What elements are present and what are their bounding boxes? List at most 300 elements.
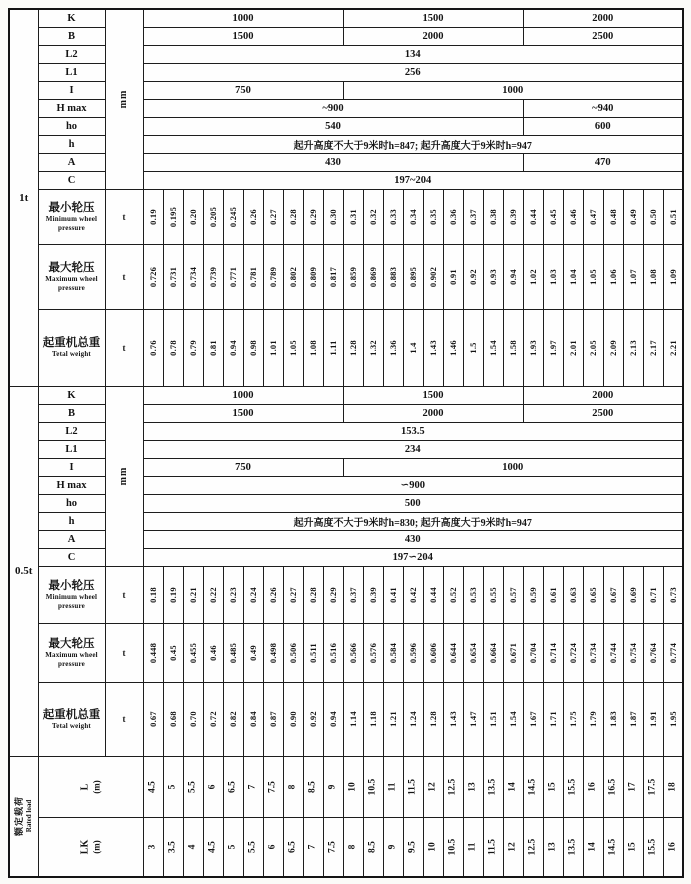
value-label: 0.195 <box>167 206 178 227</box>
value-cell <box>403 682 423 756</box>
footer-row <box>9 817 683 877</box>
value-cell <box>523 189 543 244</box>
value-cell <box>163 244 183 309</box>
value-cell <box>563 623 583 682</box>
footer-value-cell <box>143 817 163 877</box>
value-label: 0.94 <box>327 711 338 727</box>
footer-value-cell <box>183 817 203 877</box>
value-label: 0.726 <box>147 266 158 287</box>
value-label: 0.59 <box>527 586 538 603</box>
data-row-label-cn: 最大轮压 <box>48 637 95 650</box>
value-label: 1.02 <box>527 268 538 285</box>
value-cell <box>463 244 483 309</box>
dim-label: H max <box>38 99 105 117</box>
footer-value-label: 16 <box>667 842 677 852</box>
footer-value-cell <box>283 756 303 817</box>
footer-value-cell <box>563 756 583 817</box>
dim-value-cell: 540 <box>143 117 523 135</box>
value-cell <box>543 623 563 682</box>
value-cell <box>623 566 643 623</box>
value-label: 1.05 <box>587 268 598 285</box>
unit-mm-label: mm <box>118 89 129 109</box>
value-cell <box>283 566 303 623</box>
value-cell <box>243 623 263 682</box>
value-cell <box>363 682 383 756</box>
value-label: 0.27 <box>287 586 298 603</box>
value-label: 0.52 <box>447 586 458 603</box>
value-label: 0.51 <box>667 208 678 225</box>
footer-value-label: 5.5 <box>187 780 198 793</box>
footer-value-label: 16 <box>587 781 598 792</box>
value-label: 0.32 <box>367 208 378 225</box>
value-cell <box>163 566 183 623</box>
dim-value-cell: 起升高度不大于9米时h=847; 起升高度大于9米时h=947 <box>143 135 683 153</box>
value-cell <box>623 309 643 386</box>
value-label: 0.506 <box>287 642 298 663</box>
footer-row-label-text: L (m) <box>79 779 101 794</box>
value-cell <box>503 682 523 756</box>
dim-value-cell: ~940 <box>523 99 683 117</box>
footer-value-cell <box>663 756 683 817</box>
footer-value-label: 15 <box>547 781 558 792</box>
value-cell <box>303 309 323 386</box>
dim-value-cell: 起升高度不大于9米时h=830; 起升高度大于9米时h=947 <box>143 512 683 530</box>
value-label: 0.69 <box>627 586 638 603</box>
value-label: 0.859 <box>347 266 358 287</box>
value-cell <box>223 566 243 623</box>
value-cell <box>523 309 543 386</box>
section-load-label: 0.5t <box>9 386 38 756</box>
footer-value-label: 9 <box>387 844 398 850</box>
value-cell <box>423 244 443 309</box>
dim-value-cell: 2000 <box>523 386 683 404</box>
value-cell <box>663 682 683 756</box>
value-label: 0.26 <box>267 586 278 603</box>
dim-label: ho <box>38 494 105 512</box>
dim-label: B <box>38 27 105 45</box>
value-cell <box>583 623 603 682</box>
value-cell <box>323 309 343 386</box>
value-label: 1.11 <box>327 339 338 356</box>
value-cell <box>383 682 403 756</box>
dim-value-cell: 750 <box>143 81 343 99</box>
footer-value-cell <box>403 817 423 877</box>
value-label: 0.78 <box>167 339 178 356</box>
data-row <box>9 623 683 682</box>
footer-value-label: 12.5 <box>527 838 538 856</box>
data-row-label-en: Tetal weight <box>52 721 91 730</box>
value-cell <box>443 189 463 244</box>
value-label: 0.18 <box>147 586 158 603</box>
data-row-label <box>38 309 105 386</box>
footer-value-label: 9.5 <box>407 840 418 853</box>
footer-value-cell <box>543 817 563 877</box>
value-cell <box>543 309 563 386</box>
value-cell <box>323 244 343 309</box>
dim-label: L1 <box>38 63 105 81</box>
footer-value-label: 12 <box>427 781 438 792</box>
value-cell <box>523 682 543 756</box>
dim-label: K <box>38 9 105 27</box>
value-cell <box>163 189 183 244</box>
value-cell <box>203 623 223 682</box>
value-cell <box>603 244 623 309</box>
value-cell <box>403 309 423 386</box>
value-label: 0.654 <box>467 642 478 663</box>
value-label: 0.23 <box>227 586 238 603</box>
value-cell <box>263 244 283 309</box>
value-label: 0.802 <box>287 266 298 287</box>
value-label: 0.566 <box>347 642 358 663</box>
footer-value-cell <box>563 817 583 877</box>
value-cell <box>443 623 463 682</box>
value-label: 0.606 <box>427 642 438 663</box>
value-cell <box>523 566 543 623</box>
value-label: 1.28 <box>347 339 358 356</box>
rated-load-label <box>9 756 38 877</box>
value-cell <box>343 244 363 309</box>
value-cell <box>563 244 583 309</box>
value-cell <box>323 682 343 756</box>
value-cell <box>143 244 163 309</box>
value-label: 0.809 <box>307 266 318 287</box>
value-cell <box>603 189 623 244</box>
unit-mm-cell <box>105 9 143 189</box>
footer-value-label: 14 <box>587 842 598 852</box>
footer-value-label: 5 <box>227 844 238 850</box>
dim-label: B <box>38 404 105 422</box>
footer-value-cell <box>523 756 543 817</box>
footer-value-cell <box>423 817 443 877</box>
value-label: 0.19 <box>167 586 178 603</box>
value-cell <box>343 623 363 682</box>
value-cell <box>283 309 303 386</box>
unit-t-cell: t <box>105 566 143 623</box>
footer-value-label: 11 <box>467 842 478 852</box>
value-label: 0.67 <box>147 711 158 727</box>
value-cell <box>603 566 623 623</box>
value-cell <box>143 623 163 682</box>
value-cell <box>503 623 523 682</box>
value-label: 0.205 <box>207 206 218 227</box>
value-label: 0.55 <box>487 586 498 603</box>
value-label: 0.764 <box>647 642 658 663</box>
value-cell <box>303 566 323 623</box>
footer-value-label: 10 <box>427 842 438 852</box>
value-cell <box>623 682 643 756</box>
value-cell <box>663 189 683 244</box>
value-label: 1.36 <box>387 339 398 356</box>
value-label: 0.34 <box>407 208 418 225</box>
value-label: 1.46 <box>447 339 458 356</box>
value-label: 1.03 <box>547 268 558 285</box>
value-cell <box>503 244 523 309</box>
section-load-label: 1t <box>9 9 38 386</box>
dim-value-cell: 1500 <box>143 404 343 422</box>
footer-value-cell <box>323 817 343 877</box>
footer-value-label: 8 <box>287 784 298 789</box>
value-cell <box>203 244 223 309</box>
footer-value-cell <box>483 817 503 877</box>
value-label: 0.49 <box>247 644 258 661</box>
value-cell <box>203 189 223 244</box>
footer-value-label: 8.5 <box>367 840 378 853</box>
dim-label: h <box>38 512 105 530</box>
footer-value-label: 6 <box>207 784 218 789</box>
value-label: 0.883 <box>387 266 398 287</box>
unit-t-cell: t <box>105 623 143 682</box>
value-label: 1.75 <box>567 711 578 727</box>
footer-value-cell <box>463 756 483 817</box>
value-label: 1.93 <box>527 339 538 356</box>
dim-value-cell: 600 <box>523 117 683 135</box>
footer-value-cell <box>243 817 263 877</box>
value-cell <box>323 566 343 623</box>
value-label: 0.84 <box>247 711 258 727</box>
footer-value-cell <box>603 756 623 817</box>
value-cell <box>383 623 403 682</box>
footer-value-label: 4 <box>187 844 198 850</box>
value-cell <box>403 623 423 682</box>
value-cell <box>463 309 483 386</box>
value-label: 0.41 <box>387 586 398 603</box>
value-label: 1.01 <box>267 339 278 356</box>
page <box>0 8 691 884</box>
footer-value-cell <box>343 756 363 817</box>
value-label: 1.09 <box>667 268 678 285</box>
value-cell <box>483 189 503 244</box>
value-cell <box>423 623 443 682</box>
data-row-label-en: Maximum wheel pressure <box>45 275 98 292</box>
footer-value-cell <box>363 756 383 817</box>
value-cell <box>303 189 323 244</box>
value-label: 0.21 <box>187 586 198 603</box>
value-cell <box>603 309 623 386</box>
value-label: 0.82 <box>227 711 238 727</box>
value-label: 0.30 <box>327 208 338 225</box>
value-label: 1.07 <box>627 268 638 285</box>
value-cell <box>363 309 383 386</box>
value-label: 0.869 <box>367 266 378 287</box>
value-label: 0.76 <box>147 339 158 356</box>
footer-value-label: 17.5 <box>647 778 658 795</box>
value-label: 1.47 <box>467 711 478 727</box>
footer-value-label: 6.5 <box>287 840 298 853</box>
value-cell <box>663 309 683 386</box>
footer-value-cell <box>243 756 263 817</box>
value-cell <box>443 309 463 386</box>
value-cell <box>443 566 463 623</box>
value-cell <box>483 566 503 623</box>
footer-value-cell <box>203 817 223 877</box>
value-label: 1.54 <box>487 339 498 356</box>
value-label: 0.33 <box>387 208 398 225</box>
footer-value-label: 7 <box>307 844 318 850</box>
footer-value-cell <box>543 756 563 817</box>
value-cell <box>323 189 343 244</box>
value-label: 1.97 <box>547 339 558 356</box>
value-label: 1.54 <box>507 711 518 727</box>
data-row <box>9 244 683 309</box>
data-row-label-cn: 最大轮压 <box>48 261 95 274</box>
value-label: 0.67 <box>607 586 618 603</box>
value-label: 1.5 <box>467 341 478 354</box>
footer-value-label: 11 <box>387 782 398 791</box>
value-cell <box>243 189 263 244</box>
value-label: 0.895 <box>407 266 418 287</box>
value-label: 0.98 <box>247 339 258 356</box>
value-cell <box>483 682 503 756</box>
value-cell <box>283 189 303 244</box>
value-label: 0.79 <box>187 339 198 356</box>
value-cell <box>263 566 283 623</box>
value-label: 1.71 <box>547 711 558 727</box>
value-cell <box>583 682 603 756</box>
value-label: 2.13 <box>627 339 638 356</box>
value-cell <box>303 623 323 682</box>
value-label: 1.04 <box>567 268 578 285</box>
dim-label: K <box>38 386 105 404</box>
dim-value-cell: 430 <box>143 153 523 171</box>
dim-label: A <box>38 530 105 548</box>
value-label: 0.584 <box>387 642 398 663</box>
value-cell <box>223 244 243 309</box>
footer-value-label: 13 <box>467 781 478 792</box>
value-cell <box>463 623 483 682</box>
footer-value-label: 6 <box>267 844 278 850</box>
footer-value-label: 3.5 <box>167 840 178 853</box>
value-label: 1.18 <box>367 711 378 727</box>
value-label: 0.817 <box>327 266 338 287</box>
footer-value-label: 10 <box>347 781 358 792</box>
value-cell <box>243 309 263 386</box>
dim-value-cell: 153.5 <box>143 422 683 440</box>
footer-value-label: 13 <box>547 842 558 852</box>
value-label: 0.781 <box>247 266 258 287</box>
dim-value-cell: 2000 <box>523 9 683 27</box>
value-cell <box>383 566 403 623</box>
value-label: 2.17 <box>647 339 658 356</box>
value-label: 0.47 <box>587 208 598 225</box>
value-label: 1.95 <box>667 711 678 727</box>
footer-value-cell <box>643 756 663 817</box>
value-cell <box>263 682 283 756</box>
value-label: 0.739 <box>207 266 218 287</box>
footer-value-cell <box>623 817 643 877</box>
footer-value-label: 11.5 <box>487 838 498 855</box>
dim-value-cell: 1000 <box>343 458 683 476</box>
value-cell <box>383 244 403 309</box>
value-label: 0.789 <box>267 266 278 287</box>
value-label: 1.06 <box>607 268 618 285</box>
value-label: 0.714 <box>547 642 558 663</box>
rated-load-text: 额定载荷 Rated load <box>13 796 33 837</box>
value-cell <box>263 309 283 386</box>
data-row <box>9 682 683 756</box>
value-label: 0.902 <box>427 266 438 287</box>
dim-label: I <box>38 458 105 476</box>
value-cell <box>423 189 443 244</box>
value-cell <box>643 189 663 244</box>
footer-value-cell <box>503 817 523 877</box>
value-label: 2.21 <box>667 339 678 356</box>
value-label: 0.90 <box>287 711 298 727</box>
value-cell <box>183 623 203 682</box>
value-cell <box>163 309 183 386</box>
footer-value-cell <box>523 817 543 877</box>
footer-value-cell <box>423 756 443 817</box>
dim-value-cell: 197∽204 <box>143 548 683 566</box>
value-cell <box>223 309 243 386</box>
value-cell <box>343 189 363 244</box>
value-label: 0.39 <box>507 208 518 225</box>
footer-value-label: 13.5 <box>567 838 578 856</box>
value-label: 0.485 <box>227 642 238 663</box>
value-label: 1.28 <box>427 711 438 727</box>
value-label: 0.664 <box>487 642 498 663</box>
value-label: 0.87 <box>267 711 278 727</box>
dim-value-cell: 470 <box>523 153 683 171</box>
value-cell <box>403 189 423 244</box>
footer-value-label: 3 <box>147 844 158 850</box>
value-cell <box>543 566 563 623</box>
value-label: 0.36 <box>447 208 458 225</box>
value-cell <box>463 189 483 244</box>
value-label: 1.05 <box>287 339 298 356</box>
value-label: 0.516 <box>327 642 338 663</box>
value-cell <box>483 309 503 386</box>
value-cell <box>383 189 403 244</box>
footer-value-cell <box>363 817 383 877</box>
footer-value-label: 10.5 <box>447 838 458 856</box>
footer-value-label: 14 <box>507 781 518 792</box>
value-cell <box>183 566 203 623</box>
footer-value-cell <box>303 817 323 877</box>
value-cell <box>203 566 223 623</box>
footer-value-label: 4.5 <box>207 840 218 853</box>
value-cell <box>663 623 683 682</box>
spec-table <box>8 8 684 878</box>
footer-value-label: 13.5 <box>487 778 498 795</box>
data-row-label <box>38 566 105 623</box>
dim-label: ho <box>38 117 105 135</box>
value-cell <box>143 309 163 386</box>
value-cell <box>443 244 463 309</box>
footer-value-cell <box>263 756 283 817</box>
footer-value-label: 12.5 <box>447 778 458 795</box>
value-cell <box>203 309 223 386</box>
value-cell <box>243 682 263 756</box>
value-label: 0.511 <box>307 642 318 663</box>
value-cell <box>643 244 663 309</box>
dim-value-cell: 1500 <box>343 9 523 27</box>
value-label: 0.44 <box>427 586 438 603</box>
data-row-label-cn: 最小轮压 <box>48 201 95 214</box>
footer-value-cell <box>163 817 183 877</box>
value-label: 0.48 <box>607 208 618 225</box>
dim-label: A <box>38 153 105 171</box>
dim-value-cell: 750 <box>143 458 343 476</box>
data-row-label-en: Minimum wheel pressure <box>45 593 98 610</box>
value-label: 0.29 <box>327 586 338 603</box>
dim-row <box>9 386 683 404</box>
footer-value-label: 10.5 <box>367 778 378 795</box>
dim-label: L2 <box>38 45 105 63</box>
footer-value-label: 7.5 <box>327 840 338 853</box>
value-label: 0.70 <box>187 711 198 727</box>
footer-value-cell <box>663 817 683 877</box>
footer-value-cell <box>643 817 663 877</box>
